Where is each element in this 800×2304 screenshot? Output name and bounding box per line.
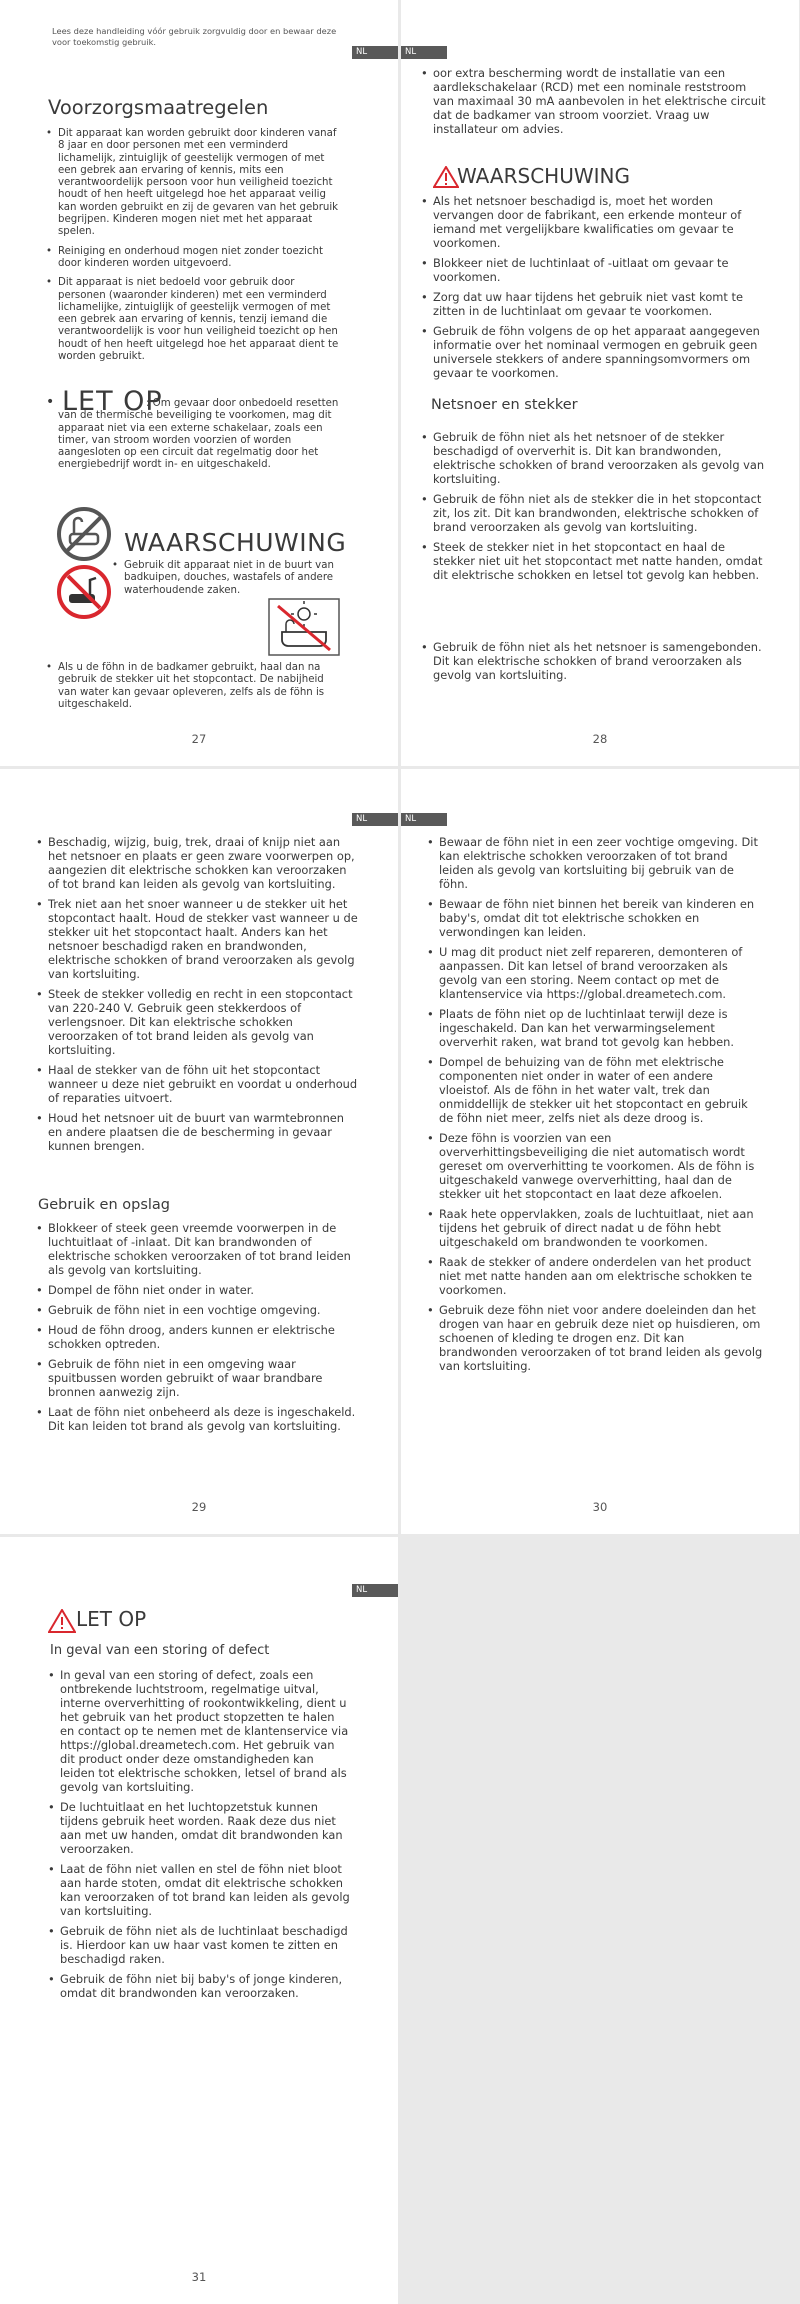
list-item: • Dompel de behuizing van de föhn met elektrische componenten niet onder in water of een andere vloeistof. Als de föhn in het water valt, trek dan onmiddellijk de stekker uit het stopcontact en gebruik de föhn niet meer, zelfs niet als deze droog is. xyxy=(427,1055,763,1125)
list-item: • Steek de stekker volledig en recht in een stopcontact van 220-240 V. Gebruik geen stekkerdoos of verlengsnoer. Dit kan elektrische schokken veroorzaken of tot brand leiden als gevolg van kortsluiting. xyxy=(36,987,358,1057)
storage-safety-list xyxy=(427,835,763,1379)
warning-heading: WAARSCHUWING xyxy=(457,164,630,188)
list-item: • Bewaar de föhn niet binnen het bereik van kinderen en baby's, omdat dit tot elektrische schokken en verwondingen kan leiden. xyxy=(427,897,763,939)
list-item: • Gebruik deze föhn niet voor andere doeleinden dan het drogen van haar en gebruik deze niet op huisdieren, om schoenen of kleding te drogen enz. Dit kan brandwonden veroorzaken of tot brand leiden als gevolg van kortsluiting. xyxy=(427,1303,763,1373)
list-item: • Deze föhn is voorzien van een oververhittingsbeveiliging die niet automatisch wordt gereset om oververhitting te voorkomen. Als de föhn is uitgeschakeld vanwege oververhitting, haal dan de stekker uit het stopcontact en laat deze afkoelen. xyxy=(427,1131,763,1201)
manual-page-30 xyxy=(401,769,799,1534)
list-item: • Gebruik de föhn niet als de luchtinlaat beschadigd is. Hierdoor kan uw haar vast komen te zitten en beschadigd raken. xyxy=(48,1924,352,1966)
section-title: Netsnoer en stekker xyxy=(431,397,578,413)
list-item: • Steek de stekker niet in het stopcontact en haal de stekker niet uit het stopcontact met natte handen, omdat dit elektrische schokken en letsel tot gevolg kan hebben. xyxy=(421,540,767,582)
list-item: • Blokkeer of steek geen vreemde voorwerpen in de luchtuitlaat of -inlaat. Dit kan brandwonden of elektrische schokken veroorzaken of tot brand leiden als gevolg van kortsluiting. xyxy=(36,1221,358,1277)
list-item: • Als het netsnoer beschadigd is, moet het worden vervangen door de fabrikant, een erkende monteur of iemand met vergelijkbare kwalificaties om gevaar te voorkomen. xyxy=(421,194,767,250)
language-tag: NL xyxy=(352,1584,398,1597)
letop-text: : Om gevaar door onbedoeld resetten van de thermische beveiliging te voorkomen, mag dit apparaat niet via een externe schakelaar, zoals een timer, van stroom worden voorzien of worden aangesloten op een circuit dat regelmatig door het energiebedrijf wordt in- en uitgeschakeld. xyxy=(58,398,339,471)
list-item: • Plaats de föhn niet op de luchtinlaat terwijl deze is ingeschakeld. Dan kan het verwarmingselement oververhit raken, wat brand tot gevolg kan hebben. xyxy=(427,1007,763,1049)
page-number: 27 xyxy=(191,732,207,746)
warning-list xyxy=(421,194,767,386)
section-title: In geval van een storing of defect xyxy=(50,1643,270,1658)
language-tag: NL xyxy=(352,46,398,59)
list-item: • Houd de föhn droog, anders kunnen er elektrische schokken optreden. xyxy=(36,1323,358,1351)
manual-page-31 xyxy=(0,1537,398,2304)
list-item: • Trek niet aan het snoer wanneer u de stekker uit het stopcontact haalt. Houd de stekker vast wanneer u de stekker uit het stopcontact haalt. Anders kan het netsnoer beschadigd raken en brandwonden, elektrische schokken of brand veroorzaken als gevolg van kortsluiting. xyxy=(36,897,358,981)
letop-bullet: • xyxy=(46,394,55,410)
section-title: Gebruik en opslag xyxy=(38,1197,171,1213)
precautions-list xyxy=(46,128,342,370)
list-item: • Haal de stekker van de föhn uit het stopcontact wanneer u deze niet gebruikt en voordat u onderhoud of reparaties uitvoert. xyxy=(36,1063,358,1105)
list-item: • Raak de stekker of andere onderdelen van het product niet met natte handen aan om elektrische schokken te voorkomen. xyxy=(427,1255,763,1297)
letop-heading: LET OP xyxy=(76,1607,147,1631)
list-item: • Houd het netsnoer uit de buurt van warmtebronnen en andere plaatsen die de bescherming in gevaar kunnen brengen. xyxy=(36,1111,358,1153)
list-item: • Gebruik de föhn niet in een vochtige omgeving. xyxy=(36,1303,358,1317)
no-bathtub-icon xyxy=(56,506,112,566)
manual-page-29 xyxy=(0,769,398,1534)
list-item: • Reiniging en onderhoud mogen niet zonder toezicht door kinderen worden uitgevoerd. xyxy=(46,246,342,271)
use-storage-list xyxy=(36,1221,358,1439)
letop-heading: LET OP xyxy=(62,386,163,417)
list-item: • De luchtuitlaat en het luchtopzetstuk kunnen tijdens gebruik heet worden. Raak deze dus niet aan met uw handen, omdat dit brandwonden kan veroorzaken. xyxy=(48,1800,352,1856)
language-tag: NL xyxy=(352,813,398,826)
page-number: 29 xyxy=(191,1500,207,1514)
read-manual-note: Lees deze handleiding vóór gebruik zorgvuldig door en bewaar deze voor toekomstig gebruik. xyxy=(52,26,337,47)
list-item: • Dompel de föhn niet onder in water. xyxy=(36,1283,358,1297)
warning-triangle-icon xyxy=(433,166,459,192)
malfunction-list xyxy=(48,1668,352,2006)
bathroom-list xyxy=(46,662,342,718)
list-item: • oor extra bescherming wordt de installatie van een aardlekschakelaar (RCD) met een nominale reststroom van maximaal 30 mA aanbevolen in het elektrische circuit dat de badkamer van stroom voorziet. Vraag uw installateur om advies. xyxy=(421,66,767,136)
list-item: • Dit apparaat kan worden gebruikt door kinderen vanaf 8 jaar en door personen met een verminderd lichamelijk, zintuiglijk of geestelijk vermogen of met een gebrek aan ervaring of kennis, mits een verantwoordelijk persoon voor hun veiligheid toezicht houdt of hen heeft uitgelegd hoe het apparaat veilig kan worden gebruikt en zij de gevaren van het gebruik begrijpen. Kinderen mogen niet met het apparaat spelen. xyxy=(46,128,342,239)
warning-heading: WAARSCHUWING xyxy=(124,528,347,557)
page-number: 28 xyxy=(592,732,608,746)
no-shower-icon xyxy=(56,564,112,624)
list-item: • Bewaar de föhn niet in een zeer vochtige omgeving. Dit kan elektrische schokken veroorzaken of tot brand leiden als gevolg van kortsluiting bij gebruik van de föhn. xyxy=(427,835,763,891)
precautions-title: Voorzorgsmaatregelen xyxy=(48,96,269,119)
list-item: • Als u de föhn in de badkamer gebruikt, haal dan na gebruik de stekker uit het stopcontact. De nabijheid van water kan gevaar opleveren, zelfs als de föhn is uitgeschakeld. xyxy=(46,662,342,711)
manual-page-27 xyxy=(0,0,398,766)
cord-plug-list xyxy=(421,430,767,588)
list-item: • Laat de föhn niet vallen en stel de föhn niet bloot aan harde stoten, omdat dit elektrische schokken kan veroorzaken of tot brand kan leiden als gevolg van kortsluiting. xyxy=(48,1862,352,1918)
cord-handling-list xyxy=(36,835,358,1159)
list-item: • In geval van een storing of defect, zoals een ontbrekende luchtstroom, regelmatige uitval, interne oververhitting of rookontwikkeling, dient u het gebruik van het product stopzetten te halen en contact op te nemen met de klantenservice via https://global.dreametech.com. Het gebruik van dit product onder deze omstandigheden kan leiden tot elektrische schokken, letsel of brand als gevolg van kortsluiting. xyxy=(48,1668,352,1794)
no-hairdryer-bath-icon xyxy=(268,598,340,660)
list-item: • Gebruik de föhn niet als het netsnoer of de stekker beschadigd of oververhit is. Dit kan brandwonden, elektrische schokken of brand veroorzaken als gevolg van kortsluiting. xyxy=(421,430,767,486)
page-number: 31 xyxy=(191,2270,207,2284)
page-number: 30 xyxy=(592,1500,608,1514)
manual-page-28 xyxy=(401,0,799,766)
list-item: • Gebruik de föhn niet als het netsnoer is samengebonden. Dit kan elektrische schokken of brand veroorzaken als gevolg van kortsluiting. xyxy=(421,640,767,682)
list-item: • Zorg dat uw haar tijdens het gebruik niet vast komt te zitten in de luchtinlaat om gevaar te voorkomen. xyxy=(421,290,767,318)
list-item: • Gebruik de föhn niet bij baby's of jonge kinderen, omdat dit brandwonden kan veroorzaken. xyxy=(48,1972,352,2000)
list-item: • Gebruik dit apparaat niet in de buurt van badkuipen, douches, wastafels of andere waterhoudende zaken. xyxy=(112,560,342,597)
language-tag: NL xyxy=(401,46,447,59)
list-item: • Laat de föhn niet onbeheerd als deze is ingeschakeld. Dit kan leiden tot brand als gevolg van kortsluiting. xyxy=(36,1405,358,1433)
bundled-cord-list xyxy=(421,640,767,688)
list-item: • Gebruik de föhn niet als de stekker die in het stopcontact zit, los zit. Dit kan brandwonden, elektrische schokken of brand veroorzaken als gevolg van kortsluiting. xyxy=(421,492,767,534)
language-tag: NL xyxy=(401,813,447,826)
list-item: • Blokkeer niet de luchtinlaat of -uitlaat om gevaar te voorkomen. xyxy=(421,256,767,284)
list-item: • Gebruik de föhn volgens de op het apparaat aangegeven informatie over het nominaal vermogen en gebruik geen universele stekkers of andere spanningsomvormers om gevaar te voorkomen. xyxy=(421,324,767,380)
list-item: • Dit apparaat is niet bedoeld voor gebruik door personen (waaronder kinderen) met een verminderd lichamelijke, zintuiglijk of geestelijk vermogen of met een gebrek aan ervaring of kennis, tenzij iemand die verantwoordelijk is voor hun veiligheid toezicht op hen houdt of hen heeft uitgelegd hoe het apparaat dient te worden gebruikt. xyxy=(46,277,342,363)
list-item: • Gebruik de föhn niet in een omgeving waar spuitbussen worden gebruikt of waar brandbare bronnen aanwezig zijn. xyxy=(36,1357,358,1399)
rcd-list xyxy=(421,66,767,142)
list-item: • U mag dit product niet zelf repareren, demonteren of aanpassen. Dit kan letsel of brand veroorzaken als gevolg van een storing. Neem contact op met de klantenservice via https://global.dreametech.com. xyxy=(427,945,763,1001)
warning-triangle-icon xyxy=(48,1609,76,1637)
list-item: • Raak hete oppervlakken, zoals de luchtuitlaat, niet aan tijdens het gebruik of direct nadat u de föhn hebt uitgeschakeld om brandwonden te voorkomen. xyxy=(427,1207,763,1249)
list-item: • Beschadig, wijzig, buig, trek, draai of knijp niet aan het netsnoer en plaats er geen zware voorwerpen op, aangezien dit elektrische schokken kan veroorzaken of tot brand kan leiden als gevolg van kortsluiting. xyxy=(36,835,358,891)
